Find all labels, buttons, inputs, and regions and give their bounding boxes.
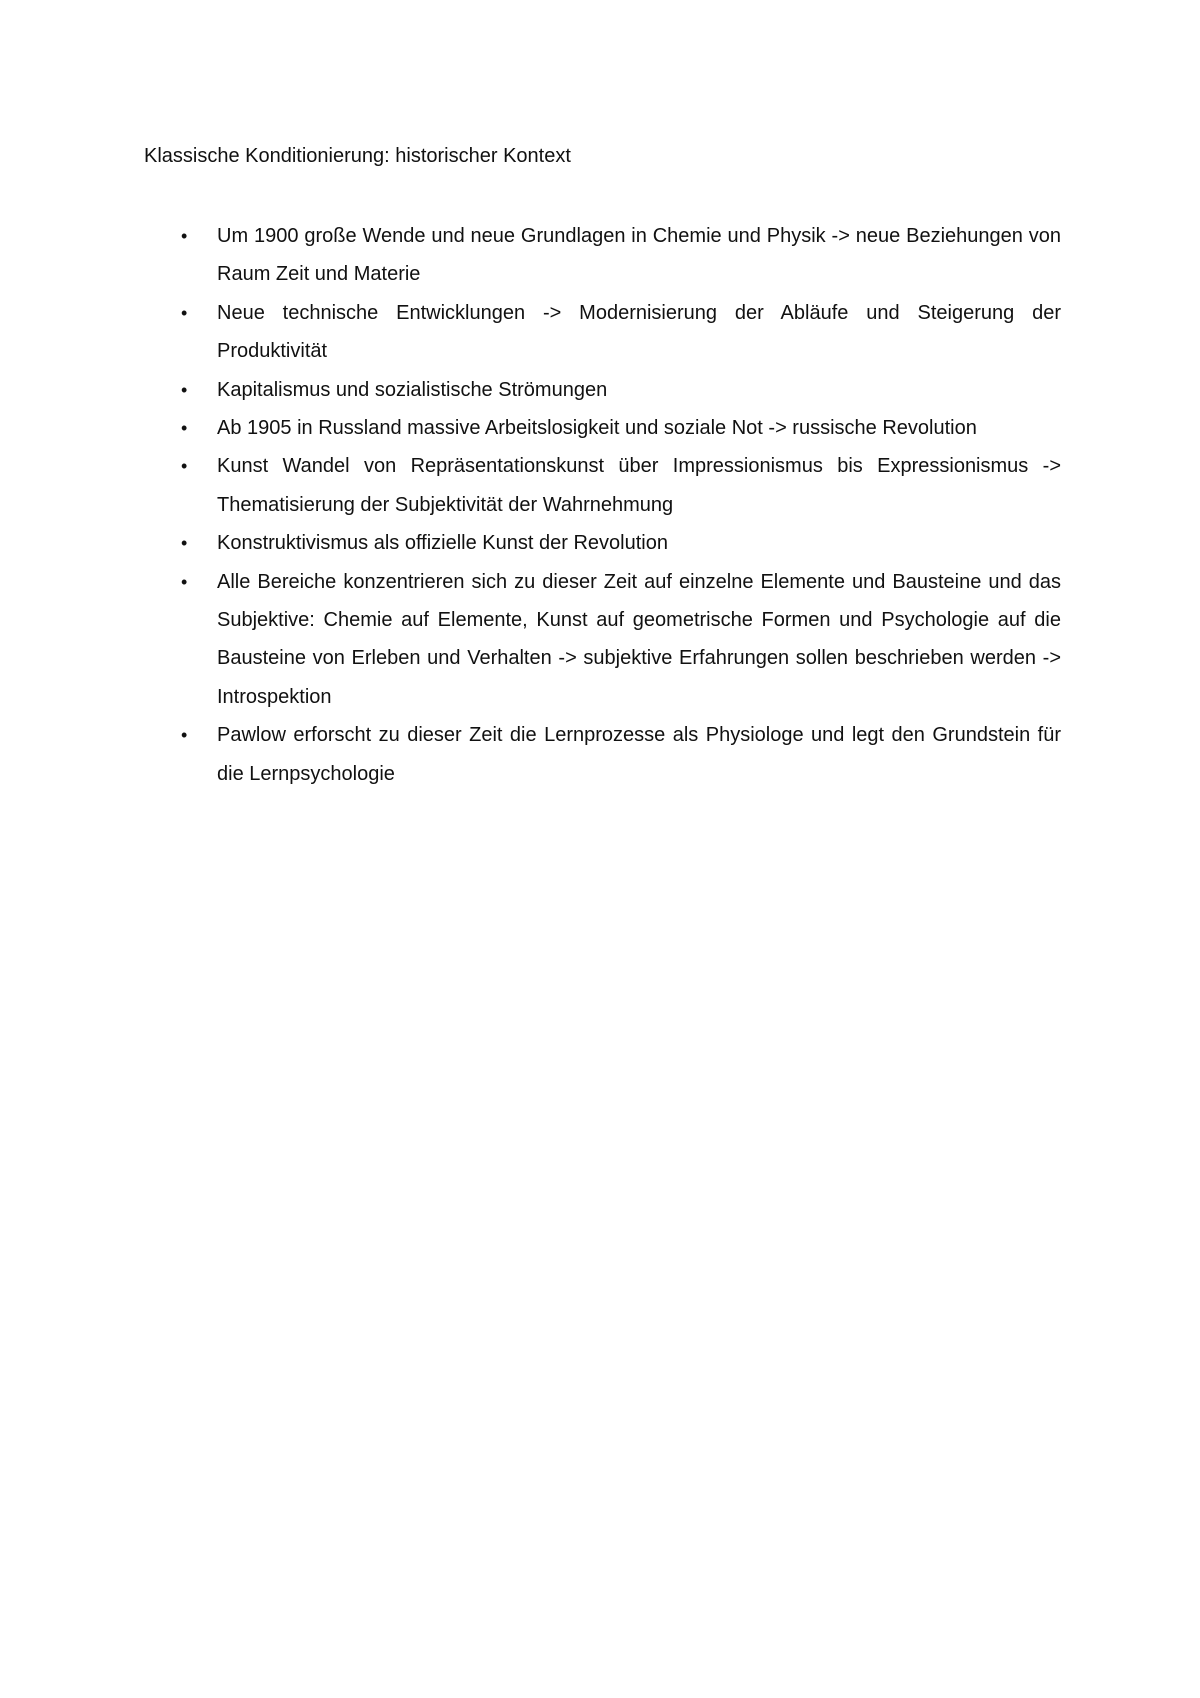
- list-item: [181, 409, 1061, 447]
- list-item: [181, 716, 1061, 793]
- list-item: [181, 563, 1061, 717]
- bullet-icon: •: [181, 226, 188, 246]
- bullet-icon: •: [181, 302, 188, 323]
- list-item: [181, 524, 1061, 562]
- bullet-icon: •: [181, 533, 188, 554]
- list-item-text: Um 1900 große Wende und neue Grundlagen in Chemie und Physik -> neue Beziehungen von Raum Zeit und Materie: [217, 225, 1061, 286]
- list-item: [181, 447, 1061, 524]
- list-item-text: Kapitalismus und sozialistische Strömungen: [217, 378, 608, 401]
- list-item-text: Konstruktivismus als offizielle Kunst der Revolution: [217, 532, 668, 555]
- list-item-text: Pawlow erforscht zu dieser Zeit die Lernprozesse als Physiologe und legt den Grundstein für die Lernpsychologie: [217, 724, 1061, 785]
- bullet-icon: •: [181, 456, 188, 477]
- bullet-icon: •: [181, 725, 188, 746]
- list-item: [181, 217, 1061, 294]
- document-title: Klassische Konditionierung: historischer Kontext: [144, 145, 571, 167]
- list-item-text: Neue technische Entwicklungen -> Modernisierung der Abläufe und Steigerung der Produktivität: [217, 301, 1061, 363]
- list-item-text: Ab 1905 in Russland massive Arbeitslosigkeit und soziale Not -> russische Revolution: [217, 417, 977, 440]
- list-item-text: Alle Bereiche konzentrieren sich zu dieser Zeit auf einzelne Elemente und Bausteine und das Subjektive: Chemie auf Elemente, Kunst auf geometrische Formen und Psychologie auf die Bausteine von Erleben und Verhalten -> subjektive Erfahrungen sollen beschrieben werden -> Introspektion: [217, 570, 1061, 708]
- bullet-icon: •: [181, 571, 188, 592]
- list-item-text: Kunst Wandel von Repräsentationskunst über Impressionismus bis Expressionismus -> Thematisierung der Subjektivität der Wahrnehmung: [217, 455, 1061, 516]
- bullet-icon: •: [181, 379, 188, 400]
- list-item: [181, 294, 1061, 371]
- list-item: [181, 371, 1061, 409]
- bullet-list: [181, 217, 1061, 793]
- bullet-icon: •: [181, 418, 188, 439]
